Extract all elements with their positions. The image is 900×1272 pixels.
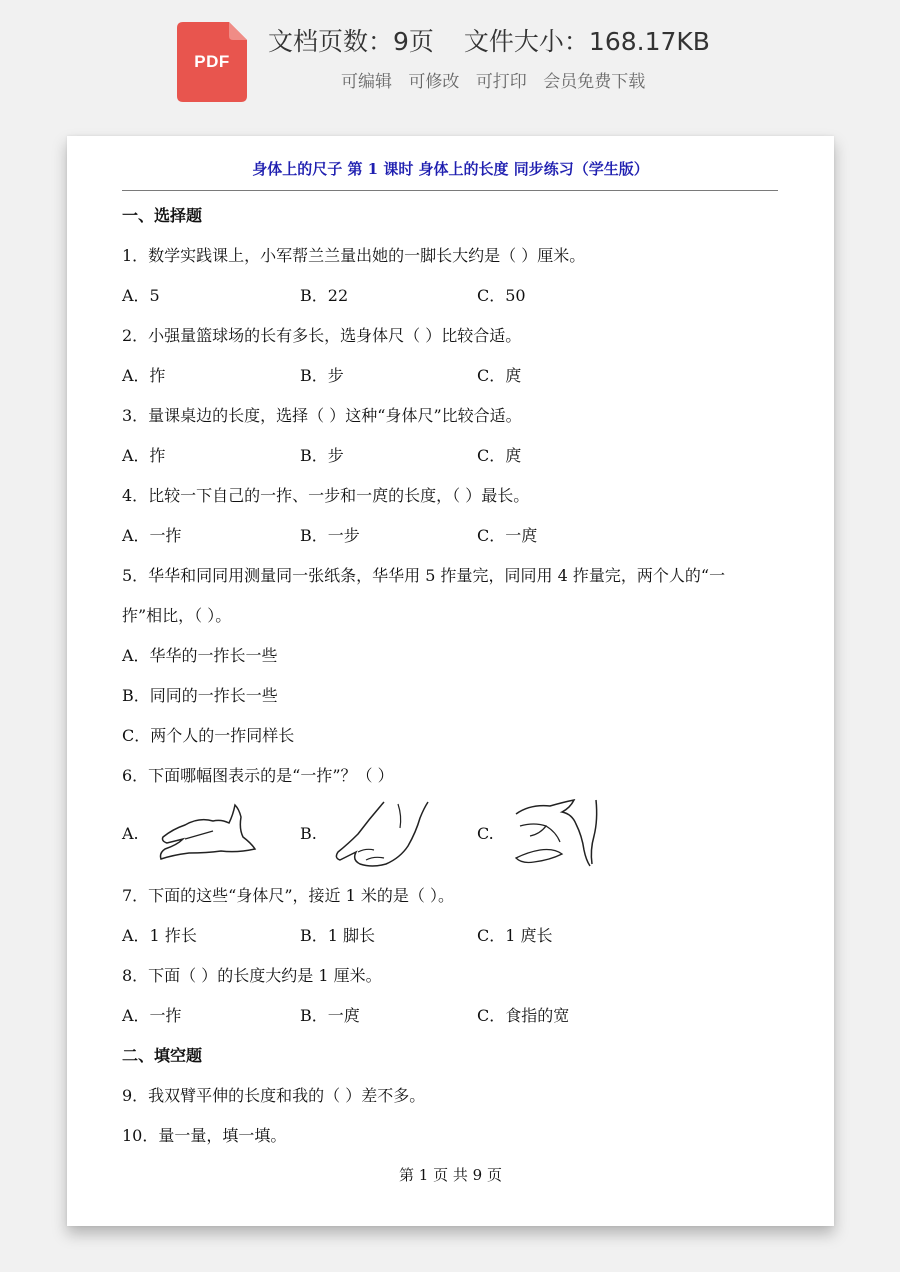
question-5-line-2: 拃”相比，（ ）。 — [122, 606, 232, 625]
q4-option-c: C．一庹 — [477, 526, 538, 545]
q5-option-b: B．同同的一拃长一些 — [122, 686, 278, 705]
document-info-header — [0, 0, 900, 120]
question-2: 2．小强量篮球场的长有多长，选身体尺（ ）比较合适。 — [122, 326, 522, 345]
feature-editable: 可编辑 — [341, 72, 392, 92]
q3-option-b: B．步 — [300, 446, 344, 465]
q8-option-c: C．食指的宽 — [477, 1006, 570, 1025]
question-5-line-1: 5．华华和同同用测量同一张纸条，华华用 5 拃量完，同同用 4 拃量完，两个人的“一 — [122, 566, 726, 585]
hand-span-c-icon — [510, 796, 600, 868]
file-size: 文件大小：168.17KB — [463, 27, 710, 56]
feature-member-download: 会员免费下载 — [543, 72, 646, 92]
q8-option-a: A．一拃 — [122, 1006, 182, 1025]
question-4: 4．比较一下自己的一拃、一步和一庹的长度，（ ）最长。 — [122, 486, 530, 505]
q7-option-b: B．1 脚长 — [300, 926, 376, 945]
document-title: 身体上的尺子 第 1 课时 身体上的长度 同步练习（学生版） — [252, 160, 649, 178]
q4-option-a: A．一拃 — [122, 526, 182, 545]
question-10: 10．量一量，填一填。 — [122, 1126, 287, 1145]
q8-option-b: B．一庹 — [300, 1006, 360, 1025]
q6-option-a: A. — [122, 824, 139, 843]
q2-option-a: A．拃 — [122, 366, 166, 385]
file-meta-line — [268, 22, 710, 58]
q3-option-c: C．庹 — [477, 446, 522, 465]
page-count: 文档页数：9页 — [268, 27, 434, 56]
question-3: 3．量课桌边的长度，选择（ ）这种“身体尺”比较合适。 — [122, 406, 522, 425]
section-heading-fill-blank: 二、填空题 — [122, 1046, 203, 1065]
hand-span-b-icon — [332, 798, 432, 870]
q5-option-c: C．两个人的一拃同样长 — [122, 726, 295, 745]
question-7: 7．下面的这些“身体尺”，接近 1 米的是（ ）。 — [122, 886, 454, 905]
feature-list — [341, 67, 656, 92]
hand-span-a-icon — [155, 801, 259, 867]
q1-option-a: A．5 — [122, 286, 160, 305]
question-6: 6．下面哪幅图表示的是“一拃”？（ ） — [122, 766, 394, 785]
q6-option-b: B. — [300, 824, 317, 843]
q1-option-b: B．22 — [300, 286, 349, 305]
q2-option-c: C．庹 — [477, 366, 522, 385]
feature-modifiable: 可修改 — [408, 72, 460, 92]
q5-option-a: A．华华的一拃长一些 — [122, 646, 278, 665]
question-8: 8．下面（ ）的长度大约是 1 厘米。 — [122, 966, 382, 985]
question-9: 9．我双臂平伸的长度和我的（ ）差不多。 — [122, 1086, 426, 1105]
document-page — [67, 136, 834, 1226]
q4-option-b: B．一步 — [300, 526, 360, 545]
q7-option-c: C．1 庹长 — [477, 926, 553, 945]
question-1: 1．数学实践课上，小军帮兰兰量出她的一脚长大约是（ ）厘米。 — [122, 246, 586, 265]
pdf-icon-label: PDF — [194, 52, 230, 71]
q1-option-c: C．50 — [477, 286, 526, 305]
page-footer: 第 1 页 共 9 页 — [399, 1166, 502, 1184]
q3-option-a: A．拃 — [122, 446, 166, 465]
section-heading-choice: 一、选择题 — [122, 206, 203, 225]
title-divider — [122, 190, 778, 191]
q7-option-a: A．1 拃长 — [122, 926, 197, 945]
q6-option-c: C. — [477, 824, 494, 843]
feature-printable: 可打印 — [475, 72, 527, 92]
q2-option-b: B．步 — [300, 366, 344, 385]
